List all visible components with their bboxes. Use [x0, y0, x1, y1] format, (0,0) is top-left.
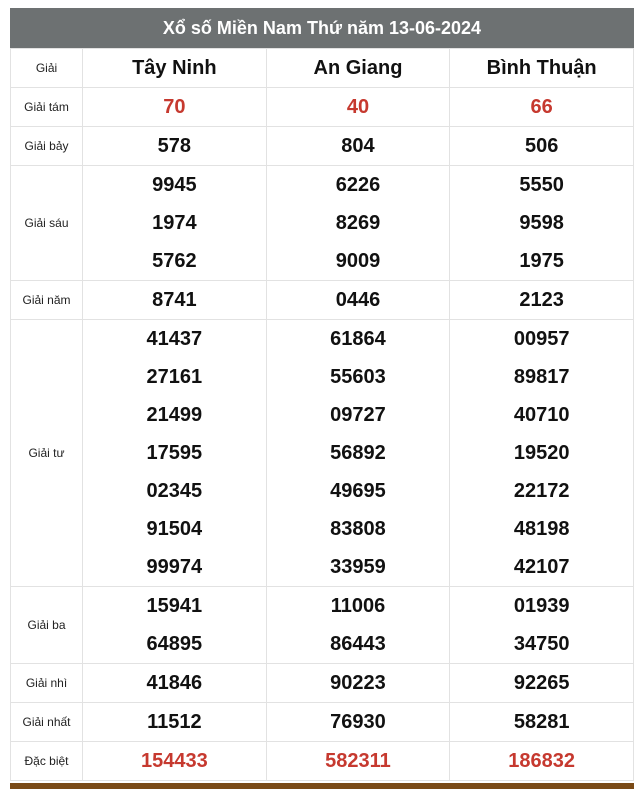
prize-cell — [83, 88, 267, 127]
prize-number: 506 — [524, 135, 559, 157]
prize-cell — [266, 166, 450, 281]
page-title: Xổ số Miền Nam Thứ năm 13-06-2024 — [10, 8, 634, 48]
prize-number: 41846 — [146, 672, 203, 694]
prize-cell — [450, 703, 634, 742]
prize-number: 01939 — [513, 595, 570, 617]
prize-number: 00957 — [513, 328, 570, 350]
prize-number: 91504 — [146, 518, 203, 540]
prize-cell — [266, 127, 450, 166]
prize-label: Giải nhì — [11, 664, 83, 703]
prize-number: 49695 — [330, 480, 386, 502]
prize-cell — [83, 587, 267, 664]
prize-number: 99974 — [146, 556, 203, 578]
prize-label: Giải tám — [11, 88, 83, 127]
prize-number: 90223 — [330, 672, 386, 694]
prize-cell — [83, 166, 267, 281]
prize-row — [11, 320, 634, 587]
prize-number: 48198 — [513, 518, 570, 540]
prize-number: 9945 — [152, 174, 197, 196]
prize-number: 11006 — [330, 595, 386, 617]
prize-number: 76930 — [330, 711, 386, 733]
prize-cell — [83, 742, 267, 781]
prize-row — [11, 742, 634, 781]
prize-number: 64895 — [146, 633, 203, 655]
prize-cell — [450, 88, 634, 127]
results-table — [10, 48, 634, 781]
prize-cell — [450, 742, 634, 781]
prize-number: 8741 — [152, 289, 197, 311]
prize-label: Giải sáu — [11, 166, 83, 281]
prize-number: 22172 — [513, 480, 570, 502]
prize-number: 17595 — [146, 442, 203, 464]
prize-number: 92265 — [513, 672, 570, 694]
prize-number: 0446 — [335, 289, 381, 311]
prize-number: 804 — [341, 135, 375, 157]
lottery-results — [10, 8, 634, 781]
prize-number: 83808 — [330, 518, 386, 540]
prize-cell — [83, 320, 267, 587]
prize-label: Giải năm — [11, 281, 83, 320]
prize-number: 5550 — [519, 174, 564, 196]
prize-row — [11, 166, 634, 281]
prize-number: 40710 — [513, 404, 570, 426]
prize-number: 9009 — [335, 250, 381, 272]
prize-column-header: Giải — [11, 49, 83, 88]
prize-number: 21499 — [146, 404, 203, 426]
prize-cell — [450, 127, 634, 166]
prize-cell — [450, 320, 634, 587]
prize-cell — [266, 281, 450, 320]
prize-number: 55603 — [330, 366, 386, 388]
prize-label: Giải nhất — [11, 703, 83, 742]
prize-number: 6226 — [335, 174, 381, 196]
prize-number: 09727 — [330, 404, 386, 426]
prize-cell — [266, 742, 450, 781]
prize-cell — [266, 88, 450, 127]
prize-number: 33959 — [330, 556, 386, 578]
prize-cell — [450, 587, 634, 664]
prize-number: 02345 — [146, 480, 203, 502]
prize-number: 66 — [530, 96, 553, 118]
prize-cell — [83, 127, 267, 166]
prize-number: 5762 — [152, 250, 197, 272]
prize-label: Giải ba — [11, 587, 83, 664]
prize-cell — [83, 281, 267, 320]
prize-cell — [83, 664, 267, 703]
prize-row — [11, 587, 634, 664]
prize-number: 154433 — [140, 750, 208, 772]
prize-number: 42107 — [513, 556, 570, 578]
prize-number: 70 — [163, 96, 186, 118]
prize-cell — [266, 703, 450, 742]
prize-number: 8269 — [335, 212, 381, 234]
prize-label: Đặc biệt — [11, 742, 83, 781]
prize-number: 19520 — [513, 442, 570, 464]
prize-cell — [266, 587, 450, 664]
prize-number: 2123 — [519, 289, 564, 311]
prize-cell — [450, 166, 634, 281]
prize-number: 61864 — [330, 328, 386, 350]
prize-row — [11, 703, 634, 742]
prize-row — [11, 88, 634, 127]
prize-cell — [266, 320, 450, 587]
header-row — [11, 49, 634, 88]
province-header-tay-ninh[interactable]: Tây Ninh — [83, 49, 267, 88]
prize-number: 27161 — [146, 366, 203, 388]
prize-cell — [266, 664, 450, 703]
prize-number: 11512 — [147, 711, 202, 733]
prize-number: 89817 — [513, 366, 570, 388]
bottom-bar — [10, 783, 634, 789]
prize-number: 86443 — [330, 633, 386, 655]
prize-number: 56892 — [330, 442, 386, 464]
province-header-binh-thuan[interactable]: Bình Thuận — [450, 49, 634, 88]
prize-number: 582311 — [325, 750, 391, 772]
prize-cell — [83, 703, 267, 742]
prize-label: Giải bảy — [11, 127, 83, 166]
prize-number: 40 — [346, 96, 370, 118]
prize-number: 58281 — [513, 711, 570, 733]
prize-number: 186832 — [508, 750, 576, 772]
prize-row — [11, 127, 634, 166]
prize-number: 15941 — [146, 595, 203, 617]
prize-number: 41437 — [146, 328, 203, 350]
prize-row — [11, 664, 634, 703]
prize-cell — [450, 281, 634, 320]
prize-cell — [450, 664, 634, 703]
prize-number: 34750 — [513, 633, 570, 655]
prize-number: 578 — [157, 135, 192, 157]
prize-number: 1975 — [519, 250, 564, 272]
prize-number: 1974 — [152, 212, 197, 234]
province-header-an-giang[interactable]: An Giang — [266, 49, 450, 88]
prize-number: 9598 — [519, 212, 564, 234]
prize-label: Giải tư — [11, 320, 83, 587]
prize-row — [11, 281, 634, 320]
